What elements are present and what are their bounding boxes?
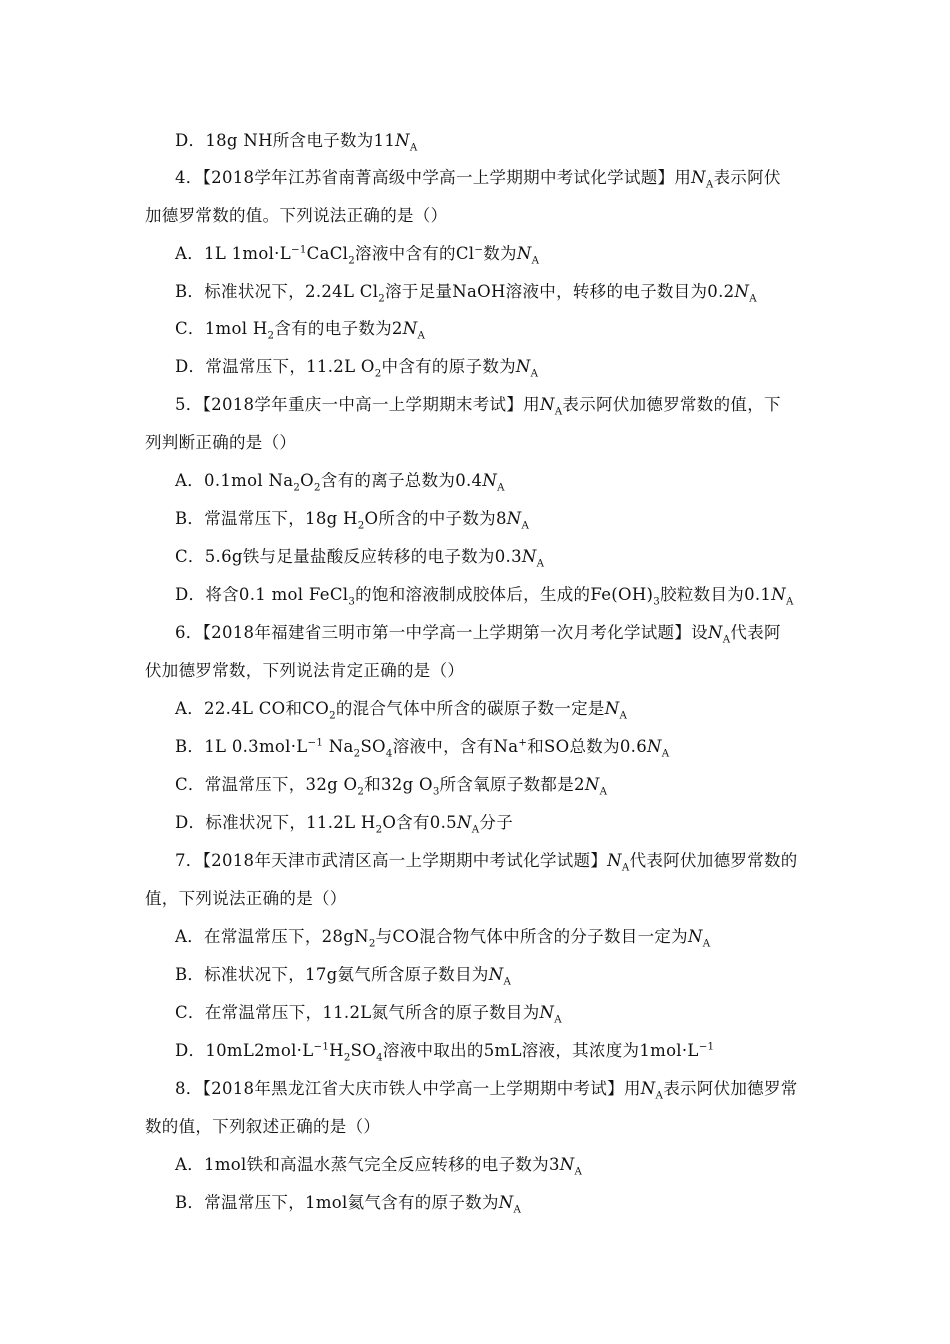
answer-option: D．18g NH所含电子数为$11N_A$	[175, 131, 418, 154]
answer-option: D．标准状况下，11.2L $H_2O$含有$0.5N_A$分子	[175, 813, 513, 836]
answer-option: C．5.6g铁与足量盐酸反应转移的电子数为$0.3N_A$	[175, 547, 545, 570]
answer-option: C．在常温常压下，11.2L氮气所含的原子数目为$N_A$	[175, 1003, 562, 1026]
question-text: 6．【2018年福建省三明市第一中学高一上学期第一次月考化学试题】设$N_A$代表阿	[175, 623, 781, 646]
question-text: 8．【2018年黑龙江省大庆市铁人中学高一上学期期中考试】用$N_A$表示阿伏加德罗常	[175, 1079, 798, 1102]
question-text: 7．【2018年天津市武清区高一上学期期中考试化学试题】$N_A$代表阿伏加德罗常数的	[175, 851, 798, 874]
question-text: 加德罗常数的值。下列说法正确的是（）	[145, 206, 448, 225]
answer-option: D．将含0.1 mol FeCl$_3$的饱和溶液制成胶体后，生成的$Fe(OH)_3$胶粒数目为$0.1N_A$	[175, 585, 794, 608]
question-text: 值，下列说法正确的是（）	[145, 889, 347, 908]
question-text: 4．【2018学年江苏省南菁高级中学高一上学期期中考试化学试题】用$N_A$表示阿伏	[175, 168, 781, 191]
answer-option: B．常温常压下，18g $H_2O$所含的中子数为$8N_A$	[175, 509, 530, 532]
question-text: 列判断正确的是（）	[145, 433, 297, 452]
answer-option: B．标准状况下，17g氨气所含原子数目为$N_A$	[175, 965, 512, 988]
answer-option: D．常温常压下，11.2L $O_2$中含有的原子数为$N_A$	[175, 357, 539, 380]
answer-option: D．$10mL2mol\cdot L^{-1}H_2SO_4$溶液中取出的5mL溶液，其浓度为$1mol\cdot L^{-1}$	[175, 1041, 715, 1064]
answer-option: A．0.1mol $Na_2O_2$含有的离子总数为$0.4N_A$	[175, 471, 505, 494]
question-text: 数的值，下列叙述正确的是（）	[145, 1117, 381, 1136]
answer-option: B．常温常压下，1mol氦气含有的原子数为$N_A$	[175, 1193, 522, 1216]
answer-option: B．1L $0.3mol\cdot L^{-1}$ $Na_2SO_4$溶液中，含有Na+和SO总数为$0.6N_A$	[175, 737, 670, 760]
answer-option: A．22.4L CO和$CO_2$的混合气体中所含的碳原子数一定是$N_A$	[175, 699, 628, 722]
answer-option: A．1mol铁和高温水蒸气完全反应转移的电子数为$3N_A$	[175, 1155, 583, 1178]
answer-option: A．1L $1mol\cdot L^{-1}CaCl_2$溶液中含有的Cl−数为$N_A$	[175, 244, 540, 267]
answer-option: B．标准状况下，2.24L $Cl_2$溶于足量NaOH溶液中，转移的电子数目为$0.2N_A$	[175, 282, 757, 305]
answer-option: C．1mol $H_2$含有的电子数为$2N_A$	[175, 319, 426, 342]
answer-option: A．在常温常压下，$28gN_2$与CO混合物气体中所含的分子数目一定为$N_A$	[175, 927, 711, 950]
question-text: 伏加德罗常数，下列说法肯定正确的是（）	[145, 661, 465, 680]
question-text: 5．【2018学年重庆一中高一上学期期末考试】用$N_A$表示阿伏加德罗常数的值，下	[175, 395, 781, 418]
answer-option: C．常温常压下，32g $O_2$和32g $O_3$所含氧原子数都是$2N_A$	[175, 775, 608, 798]
